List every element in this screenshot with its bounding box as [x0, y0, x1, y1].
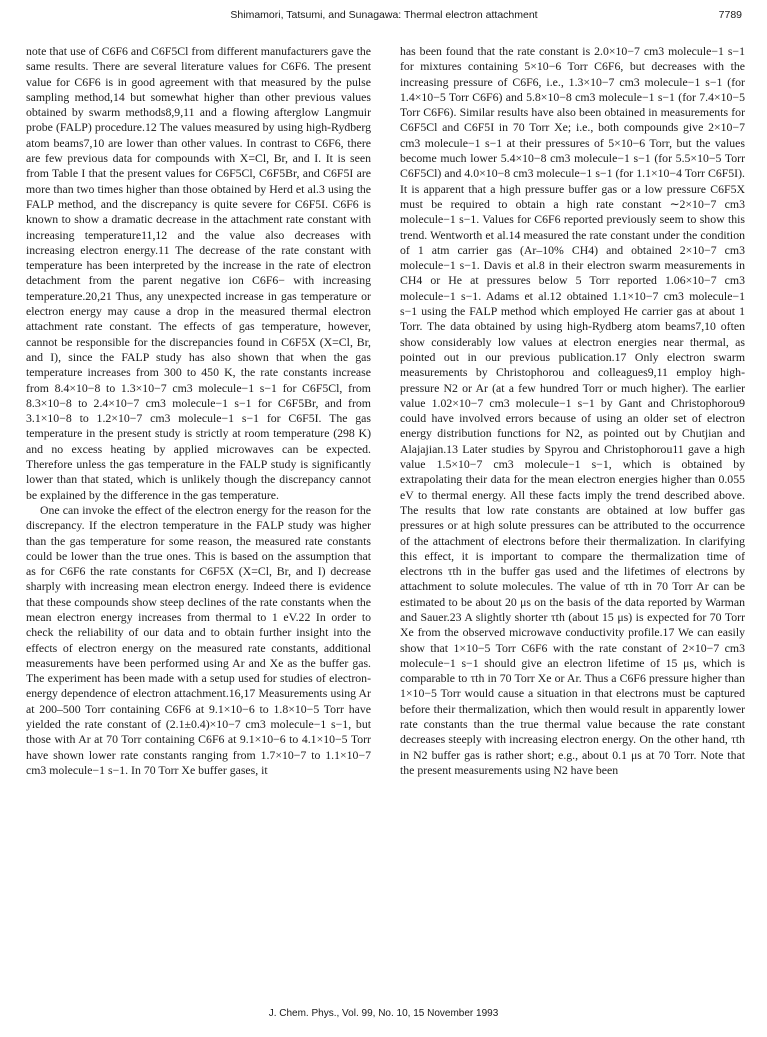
- left-paragraph-2: One can invoke the effect of the electron energy for the reason for the discrepancy. If the electron temperature in the FALP study was higher than the gas temperature for some reason, the measured rate constants could be lower than the true ones. This is based on the assumption that as for C6F6 the rate constants for C6F5X (X=Cl, Br, and I) decrease sharply with increasing mean electron energy. Indeed there is evidence that these compounds show steep declines of the rate constants when the mean electron energy increases from thermal to 1 eV.22 In order to check the reliability of our data and to obtain further insight into the effects of electron energy on the measured rate constants, additional measurements have been performed using Ar and Xe as the buffer gas. The experiment has been made with a setup used for studies of electron-energy dependence of electron attachment.16,17 Measurements using Ar at 200–500 Torr containing C6F6 at 9.1×10−6 to 1.8×10−5 Torr have yielded the rate constant of (2.1±0.4)×10−7 cm3 molecule−1 s−1, but those with Ar at 70 Torr containing C6F6 at 9.1×10−6 to 4.1×10−5 Torr have shown lower rate constants ranging from 1.7×10−7 to 1.1×10−7 cm3 molecule−1 s−1. In 70 Torr Xe buffer gases, it: [26, 502, 371, 777]
- right-column: [400, 44, 745, 1004]
- running-header: [26, 6, 742, 26]
- left-column: [26, 44, 371, 1004]
- page-number: 7789: [718, 9, 742, 21]
- running-header-title: Shimamori, Tatsumi, and Sunagawa: Thermal electron attachment: [230, 9, 538, 21]
- left-paragraph-1: note that use of C6F6 and C6F5Cl from different manufacturers gave the same results. There are several literature values for C6F6. The present value for C6F6 is in good agreement with that measured by the pulse sampling method,14 but somewhat higher than other previous values obtained by swarm methods8,9,11 and a flowing afterglow Langmuir probe (FALP) procedure.12 The values measured by using high-Rydberg atom beams7,10 are lower than other values. In contrast to C6F6, there are few previous data for compounds with X=Cl, Br, and I. It is seen from Table I that the present values for C6F5Cl, C6F5Br, and C6F5I are more than two times higher than those obtained by Herd et al.3 using the FALP method, and the discrepancy is quite severe for C6F5I. C6F6 is known to show a dramatic decrease in the attachment rate constant with increasing temperature11,12 and the value also decreases with increasing electron energy.11 The decrease of the rate constant with temperature has been interpreted by the increase in the rate of electron detachment from the parent negative ion C6F6− with increasing temperature.20,21 Thus, any unexpected increase in gas temperature or electron energy may cause a drop in the measured thermal electron attachment rate constant. The effects of gas temperature, however, cannot be responsible for the discrepancies found in C6F5X (X=Cl, Br, and I), since the FALP study has also shown that when the gas temperature increases from 300 to 450 K, the rate constants increase from 8.4×10−8 to 1.3×10−7 cm3 molecule−1 s−1 for C6F5Cl, from 8.3×10−8 to 2.4×10−7 cm3 molecule−1 s−1 for C6F5Br, and from 3.1×10−8 to 1.2×10−7 cm3 molecule−1 s−1 for C6F5I. The gas temperature in the present study is strictly at room temperature (298 K) and no excess heating by applied microwaves can be expected. Therefore unless the gas temperature in the FALP study is significantly lower than that stated, which is unlikely though the discrepancy cannot be explained by the difference in the gas temperature.: [26, 44, 371, 502]
- right-paragraph-1: has been found that the rate constant is 2.0×10−7 cm3 molecule−1 s−1 for mixtures containing 5×10−6 Torr C6F6, but decreases with the increasing pressure of C6F6, i.e., 1.3×10−7 cm3 molecule−1 s−1 (for 1.4×10−5 Torr C6F6) and 5.8×10−8 cm3 molecule−1 s−1 (for 7.4×10−5 Torr C6F6). Similar results have also been obtained in measurements for C6F5Cl and C6F5I in 70 Torr Xe; i.e., both compounds give 2×10−7 cm3 molecule−1 s−1 at their pressures of 5×10−6 Torr, but the values become much lower 5.4×10−8 cm3 molecule−1 s−1 (for 5.5×10−5 Torr C6F5Cl) and 4.0×10−8 cm3 molecule−1 s−1 (for 1.1×10−4 Torr C6F5I). It is apparent that a high pressure buffer gas or a low pressure C6F5X must be required to obtain a high rate constant ∼2×10−7 cm3 molecule−1 s−1. Values for C6F6 reported previously seem to show this trend. Wentworth et al.14 measured the rate constant under the condition of 1 atm carrier gas (Ar–10% CH4) and obtained 2×10−7 cm3 molecule−1 s−1. Davis et al.8 in their electron swarm measurements in CH4 or He at pressures below 5 Torr reported 1.06×10−7 cm3 molecule−1 s−1. Adams et al.12 obtained 1.1×10−7 cm3 molecule−1 s−1 using the FALP method which employed He carrier gas at about 1 Torr. The data obtained by using high-Rydberg atom beams7,10 often show considerably low values at electron energies near thermal, as pointed out in our previous publication.17 Only electron swarm measurements by Christophorou and colleagues9,11 employ high-pressure N2 or Ar (at a few hundred Torr or much higher). The earlier value 1.02×10−7 cm3 molecule−1 s−1 by Gant and Christophorou9 could have involved errors because of using an older set of electron energy distribution functions for N2, as pointed out by Chutjian and Alajajian.13 Later studies by Spyrou and Christophorou11 gave a high value 1.5×10−7 cm3 molecule−1 s−1, which is obtained by extrapolating their data for the mean electron energies higher than 0.055 eV to thermal energy. All these facts imply the trend described above. The results that low rate constants are obtained at low buffer gas pressures or at high solute pressures can be attributed to the occurrence of the attachment of electrons before their thermalization. In clarifying this effect, it is important to compare the thermalization time of electrons τth in the buffer gas used and the lifetimes of electrons by attachment to solute molecules. The value of τth in 70 Torr Ar can be estimated to be about 20 μs on the basis of the data reported by Warman and Sauer.23 A slightly shorter τth (about 15 μs) is expected for 70 Torr Xe from the observed microwave conductivity profile.17 We can easily show that 1×10−5 Torr C6F6 with the rate constant of 2×10−7 cm3 molecule−1 s−1 should give an electron lifetime of 15 μs, which is comparable to τth in 70 Torr Xe or Ar. Thus a C6F6 pressure higher than 1×10−5 Torr would cause a situation in that electrons must be captured before their thermalization, which then would result in apparently lower rate constants than the true thermal value because the rate constant decreases steeply with increasing electron energy. On the other hand, τth in N2 buffer gas is rather short; e.g., about 0.1 μs at 70 Torr. Note that the present measurements using N2 have been: [400, 44, 745, 777]
- journal-footer: J. Chem. Phys., Vol. 99, No. 10, 15 November 1993: [268, 1008, 499, 1019]
